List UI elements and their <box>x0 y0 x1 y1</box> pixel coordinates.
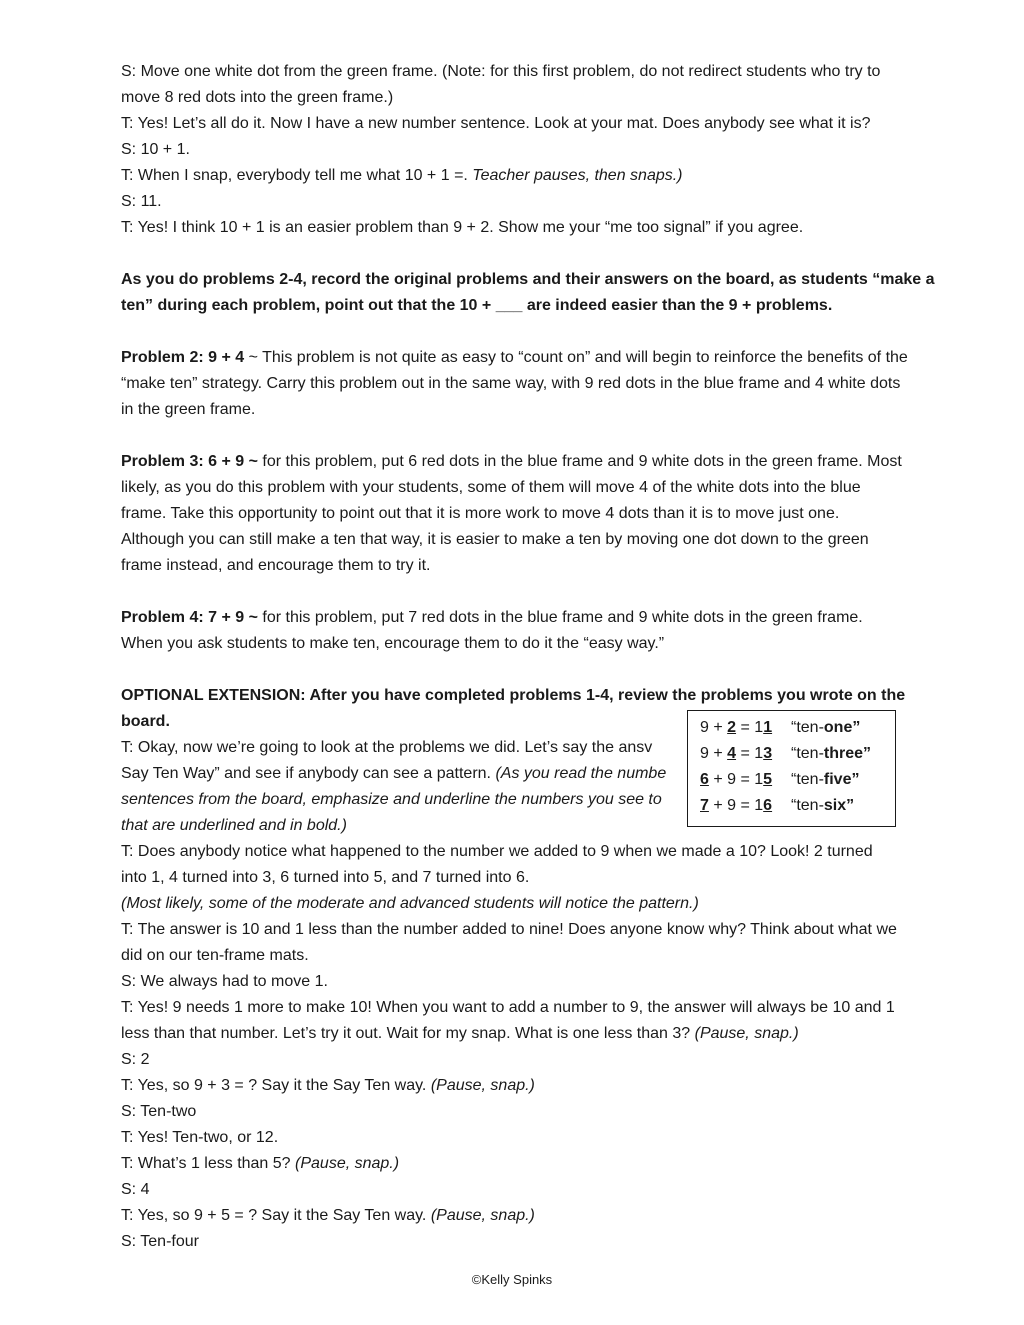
text-italic: (Pause, snap.) <box>430 1077 535 1094</box>
dialogue-line <box>121 1177 971 1203</box>
copyright-footer: ©Kelly Spinks <box>471 1272 553 1287</box>
text-italic: (As you read the numbe <box>495 765 667 782</box>
text-plain: T: The answer is 10 and 1 less than the number added to nine! Does anyone know why? Think about what we <box>121 921 897 938</box>
instruction-line: ten” during each problem, point out that the 10 + ___ are indeed easier than the 9 + problems. <box>121 297 833 314</box>
say-ten-word: “ten-six” <box>791 797 855 814</box>
text-plain: did on our ten-frame mats. <box>121 947 309 964</box>
extension-heading: board. <box>121 713 170 730</box>
text-line: Although you can still make a ten that way, it is easier to make a ten by moving one dot down to the green <box>121 531 869 548</box>
text-line: that are underlined and in bold.) <box>121 817 347 834</box>
text-line: likely, as you do this problem with your students, some of them will move 4 of the white dots into the blue <box>121 479 861 496</box>
text-line: S: 11. <box>121 193 162 210</box>
text-plain: S: Ten-two <box>121 1103 197 1120</box>
dialogue-line <box>121 1203 971 1229</box>
problem-3-label: Problem 3: 6 + 9 ~ <box>121 453 258 470</box>
extension-heading: OPTIONAL EXTENSION: After you have completed problems 1-4, review the problems you wrote on the <box>121 687 906 704</box>
text-plain: less than that number. Let’s try it out. Wait for my snap. What is one less than 3? <box>121 1025 695 1042</box>
text-plain: Say Ten Way” and see if anybody can see a pattern. <box>121 765 496 782</box>
problem-3-text: for this problem, put 6 red dots in the blue frame and 9 white dots in the green frame. Most <box>257 453 902 470</box>
text-plain: S: We always had to move 1. <box>121 973 328 990</box>
dialogue-line <box>121 943 971 969</box>
text-plain: T: Yes, so 9 + 3 = ? Say it the Say Ten way. <box>121 1077 431 1094</box>
text-line: frame instead, and encourage them to try it. <box>121 557 431 574</box>
problem-4-label: Problem 4: 7 + 9 ~ <box>121 609 258 626</box>
dialogue-line <box>121 917 971 943</box>
text-line: T: Yes! I think 10 + 1 is an easier problem than 9 + 2. Show me your “me too signal” if you agree. <box>121 219 804 236</box>
text-plain: T: Yes! Ten-two, or 12. <box>121 1129 279 1146</box>
text-line: frame. Take this opportunity to point out that it is more work to move 4 dots than it is to move just one. <box>121 505 840 522</box>
text-italic: Teacher pauses, then snaps.) <box>472 167 683 184</box>
problem-2-text: ~ This problem is not quite as easy to “count on” and will begin to reinforce the benefits of the <box>244 349 908 366</box>
text-line: in the green frame. <box>121 401 256 418</box>
text-line: S: Move one white dot from the green frame. (Note: for this first problem, do not redirect students who try to <box>121 63 881 80</box>
text-plain: S: Ten-four <box>121 1233 199 1250</box>
problem-2-label: Problem 2: 9 + 4 <box>121 349 245 366</box>
problem-4-text: for this problem, put 7 red dots in the blue frame and 9 white dots in the green frame. <box>257 609 863 626</box>
lesson-page <box>121 59 971 1255</box>
text-plain: S: 2 <box>121 1051 150 1068</box>
text-plain: T: Yes! 9 needs 1 more to make 10! When you want to add a number to 9, the answer will always be 10 and 1 <box>121 999 895 1016</box>
text-line: S: 10 + 1. <box>121 141 190 158</box>
dialogue-line <box>121 1073 971 1099</box>
text-italic: (Pause, snap.) <box>295 1155 400 1172</box>
instruction-line: As you do problems 2-4, record the original problems and their answers on the board, as students “make a <box>121 271 935 288</box>
answer-row <box>700 741 895 767</box>
text-line: sentences from the board, emphasize and underline the numbers you see to <box>121 791 662 808</box>
answer-row <box>700 767 895 793</box>
problem-3-line <box>121 449 971 475</box>
text-plain: T: What’s 1 less than 5? <box>121 1155 296 1172</box>
dialogue-block <box>121 839 971 1255</box>
problem-4-line <box>121 605 971 631</box>
text-line: T: Okay, now we’re going to look at the problems we did. Let’s say the ansv <box>121 739 653 756</box>
dialogue-line <box>121 1151 971 1177</box>
text-line: move 8 red dots into the green frame.) <box>121 89 394 106</box>
say-ten-word: “ten-one” <box>791 719 861 736</box>
equation: 7 + 9 = 16 <box>700 797 773 814</box>
equation: 9 + 2 = 11 <box>700 719 773 736</box>
equation: 9 + 4 = 13 <box>700 745 773 762</box>
text-line: T: Yes! Let’s all do it. Now I have a new number sentence. Look at your mat. Does anybody see what it is? <box>121 115 871 132</box>
text-plain: T: Yes, so 9 + 5 = ? Say it the Say Ten way. <box>121 1207 431 1224</box>
dialogue-line <box>121 995 971 1021</box>
text-plain: T: Does anybody notice what happened to the number we added to 9 when we made a 10? Look! 2 turned <box>121 843 873 860</box>
text-italic: (Pause, snap.) <box>430 1207 535 1224</box>
dialogue-line <box>121 1099 971 1125</box>
text-line: When you ask students to make ten, encourage them to do it the “easy way.” <box>121 635 665 652</box>
dialogue-line <box>121 1229 971 1255</box>
answer-pattern-box <box>687 710 896 827</box>
text-italic: (Most likely, some of the moderate and advanced students will notice the pattern.) <box>121 895 699 912</box>
dialogue-line <box>121 1125 971 1151</box>
text-line: “make ten” strategy. Carry this problem out in the same way, with 9 red dots in the blue frame and 4 white dots <box>121 375 901 392</box>
answer-row <box>700 793 895 819</box>
dialogue-line <box>121 1021 971 1047</box>
problem-2-line <box>121 345 971 371</box>
text-line <box>121 163 971 189</box>
text-plain: T: When I snap, everybody tell me what 10 + 1 =. <box>121 167 473 184</box>
dialogue-line <box>121 865 971 891</box>
dialogue-line <box>121 839 971 865</box>
dialogue-line <box>121 969 971 995</box>
text-plain: S: 4 <box>121 1181 150 1198</box>
answer-row <box>700 715 895 741</box>
text-plain: into 1, 4 turned into 3, 6 turned into 5, and 7 turned into 6. <box>121 869 530 886</box>
text-italic: (Pause, snap.) <box>694 1025 799 1042</box>
say-ten-word: “ten-three” <box>791 745 872 762</box>
dialogue-line <box>121 1047 971 1073</box>
say-ten-word: “ten-five” <box>791 771 860 788</box>
dialogue-line <box>121 891 971 917</box>
equation: 6 + 9 = 15 <box>700 771 773 788</box>
